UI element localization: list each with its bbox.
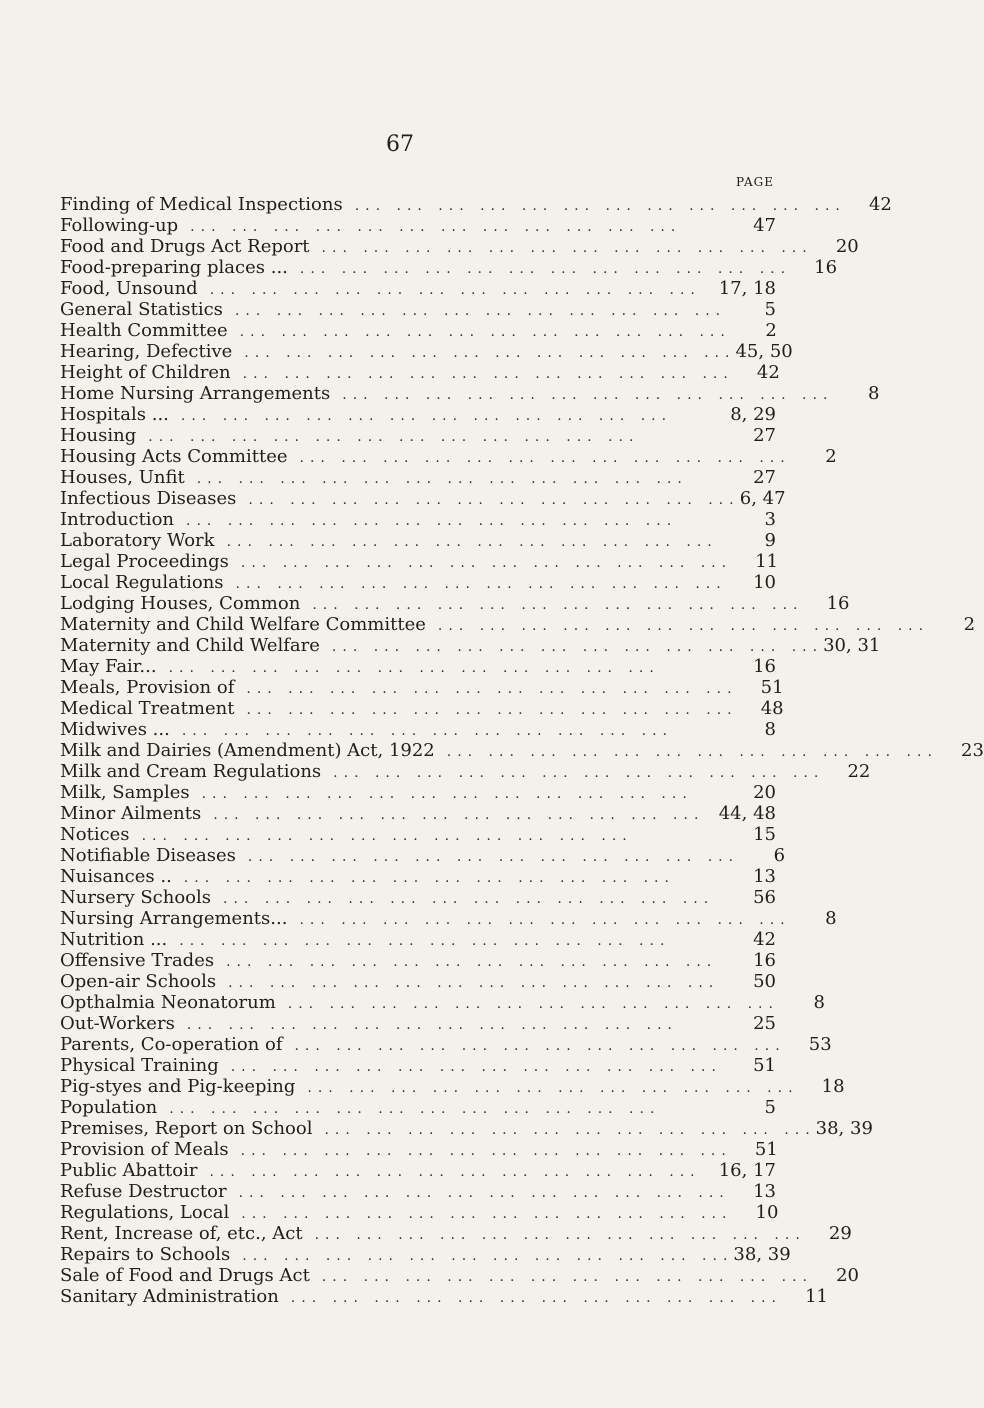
index-term: Open-air Schools — [60, 971, 217, 992]
index-entry — [60, 929, 776, 950]
index-entry — [60, 488, 786, 509]
dot-leaders: ... ... ... ... ... ... ... ... ... ... ... ... — [230, 1059, 722, 1075]
index-entry — [60, 1118, 873, 1139]
index-page-ref: 10 — [753, 572, 776, 593]
index-entry — [60, 1265, 860, 1286]
index-page-ref: 22 — [847, 761, 871, 782]
index-term: Maternity and Child Welfare Committee — [60, 614, 426, 635]
index-page-ref: 8, 29 — [730, 404, 776, 425]
dot-leaders: ... ... ... ... ... ... ... ... ... ... ... ... — [226, 534, 718, 550]
dot-leaders: ... ... ... ... ... ... ... ... ... ... ... ... — [238, 1185, 730, 1201]
index-entry — [60, 803, 776, 824]
index-entry — [60, 383, 880, 404]
index-entry — [60, 1076, 845, 1097]
index-entry — [60, 299, 776, 320]
index-term: Refuse Destructor — [60, 1181, 227, 1202]
index-term: Food, Unsound — [60, 278, 198, 299]
index-page-ref: 20 — [835, 236, 859, 257]
index-entry — [60, 320, 776, 341]
index-entry — [60, 1286, 828, 1307]
dot-leaders: ... ... ... ... ... ... ... ... ... ... ... ... — [331, 639, 824, 655]
index-entry — [60, 593, 850, 614]
dot-leaders: ... ... ... ... ... ... ... ... ... ... ... ... — [324, 1122, 816, 1138]
index-page-ref: 13 — [753, 1181, 776, 1202]
index-page-ref: 20 — [836, 1265, 860, 1286]
index-page-ref: 9 — [764, 530, 776, 551]
index-page-ref: 18 — [821, 1076, 845, 1097]
index-term: Maternity and Child Welfare — [60, 635, 320, 656]
index-term: Minor Ailments — [60, 803, 202, 824]
index-term: Opthalmia Neonatorum — [60, 992, 276, 1013]
dot-leaders: ... ... ... ... ... ... ... ... ... ... ... ... — [299, 261, 792, 277]
index-page-ref: 17, 18 — [718, 278, 776, 299]
index-page-ref: 38, 39 — [815, 1118, 873, 1139]
index-term: Sanitary Administration — [60, 1286, 279, 1307]
index-entry — [60, 1139, 776, 1160]
index-entry — [60, 992, 825, 1013]
dot-leaders: ... ... ... ... ... ... ... ... ... ... ... ... — [228, 975, 720, 991]
index-page-ref: 20 — [753, 782, 776, 803]
index-entry — [60, 971, 776, 992]
dot-leaders: ... ... ... ... ... ... ... ... ... ... ... ... — [437, 618, 930, 634]
index-term: Following-up — [60, 215, 179, 236]
index-entry — [60, 425, 776, 446]
index-page-ref: 16 — [753, 656, 776, 677]
index-entry — [60, 656, 776, 677]
index-term: Public Abattoir — [60, 1160, 198, 1181]
index-entry — [60, 1181, 776, 1202]
index-term: May Fair... — [60, 656, 157, 677]
dot-leaders: ... ... ... ... ... ... ... ... ... ... ... ... — [201, 786, 693, 802]
index-term: Milk, Samples — [60, 782, 190, 803]
dot-leaders: ... ... ... ... ... ... ... ... ... ... ... ... — [307, 1080, 799, 1096]
index-page-ref: 16 — [814, 257, 838, 278]
index-entry — [60, 572, 776, 593]
index-page-ref: 47 — [753, 215, 776, 236]
index-term: Premises, Report on School — [60, 1118, 313, 1139]
index-term: Lodging Houses, Common — [60, 593, 301, 614]
index-term: Laboratory Work — [60, 530, 215, 551]
dot-leaders: ... ... ... ... ... ... ... ... ... ... ... ... — [246, 702, 738, 718]
dot-leaders: ... ... ... ... ... ... ... ... ... ... ... ... — [186, 513, 678, 529]
index-entry — [60, 908, 837, 929]
dot-leaders: ... ... ... ... ... ... ... ... ... ... ... ... — [294, 1038, 786, 1054]
dot-leaders: ... ... ... ... ... ... ... ... ... ... ... ... — [290, 1290, 782, 1306]
index-term: Food and Drugs Act Report — [60, 236, 310, 257]
index-page-ref: 53 — [808, 1034, 832, 1055]
index-term: Milk and Cream Regulations — [60, 761, 322, 782]
index-page-ref: 29 — [828, 1223, 852, 1244]
index-entry — [60, 530, 776, 551]
index-term: Midwives ... — [60, 719, 170, 740]
index-page-ref: 44, 48 — [718, 803, 776, 824]
dot-leaders: ... ... ... ... ... ... ... ... ... ... ... ... — [287, 996, 779, 1012]
dot-leaders: ... ... ... ... ... ... ... ... ... ... ... ... — [314, 1227, 806, 1243]
index-term: Physical Training — [60, 1055, 219, 1076]
index-term: Home Nursing Arrangements — [60, 383, 331, 404]
dot-leaders: ... ... ... ... ... ... ... ... ... ... ... ... — [186, 1017, 678, 1033]
index-entry — [60, 782, 776, 803]
index-term: Hospitals ... — [60, 404, 169, 425]
index-entry — [60, 866, 776, 887]
index-term: Housing — [60, 425, 137, 446]
dot-leaders: ... ... ... ... ... ... ... ... ... ... ... ... — [242, 1248, 734, 1264]
index-page-ref: 10 — [755, 1202, 779, 1223]
index-entry — [60, 236, 859, 257]
index-term: Legal Proceedings — [60, 551, 229, 572]
index-entry — [60, 1244, 791, 1265]
index-entry — [60, 467, 776, 488]
index-term: Provision of Meals — [60, 1139, 229, 1160]
page-number: 67 — [386, 132, 414, 157]
dot-leaders: ... ... ... ... ... ... ... ... ... ... ... ... — [183, 870, 675, 886]
index-entry — [60, 278, 776, 299]
dot-leaders: ... ... ... ... ... ... ... ... ... ... ... ... — [148, 429, 640, 445]
index-page-ref: 27 — [753, 467, 776, 488]
index-term: Sale of Food and Drugs Act — [60, 1265, 310, 1286]
index-page-ref: 51 — [753, 1055, 776, 1076]
dot-leaders: ... ... ... ... ... ... ... ... ... ... ... ... — [213, 807, 705, 823]
index-entry — [60, 1097, 776, 1118]
index-page-ref: 42 — [868, 194, 892, 215]
index-entry — [60, 719, 776, 740]
index-entry — [60, 509, 776, 530]
index-page-ref: 16, 17 — [718, 1160, 776, 1181]
index-entry — [60, 635, 881, 656]
index-term: Pig-styes and Pig-keeping — [60, 1076, 296, 1097]
index-term: Introduction — [60, 509, 174, 530]
dot-leaders: ... ... ... ... ... ... ... ... ... ... ... ... — [248, 492, 740, 508]
index-page-ref: 16 — [753, 950, 776, 971]
index-page-ref: 8 — [764, 719, 776, 740]
index-term: Parents, Co-operation of — [60, 1034, 283, 1055]
dot-leaders: ... ... ... ... ... ... ... ... ... ... ... ... — [196, 471, 688, 487]
dot-leaders: ... ... ... ... ... ... ... ... ... ... ... ... — [240, 1143, 732, 1159]
dot-leaders: ... ... ... ... ... ... ... ... ... ... ... ... — [209, 282, 701, 298]
index-page-ref: 38, 39 — [733, 1244, 791, 1265]
dot-leaders: ... ... ... ... ... ... ... ... ... ... ... ... — [240, 555, 733, 571]
dot-leaders: ... ... ... ... ... ... ... ... ... ... ... ... — [234, 303, 727, 319]
index-term: Hearing, Defective — [60, 341, 233, 362]
dot-leaders: ... ... ... ... ... ... ... ... ... ... ... ... — [190, 219, 682, 235]
dot-leaders: ... ... ... ... ... ... ... ... ... ... ... ... — [333, 765, 825, 781]
dot-leaders: ... ... ... ... ... ... ... ... ... ... ... ... — [312, 597, 804, 613]
dot-leaders: ... ... ... ... ... ... ... ... ... ... ... ... — [244, 345, 736, 361]
index-page-ref: 48 — [760, 698, 784, 719]
index-term: Rent, Increase of, etc., Act — [60, 1223, 303, 1244]
index-term: Infectious Diseases — [60, 488, 237, 509]
index-entry — [60, 1013, 776, 1034]
index-page-ref: 5 — [764, 1097, 776, 1118]
index-term: Meals, Provision of — [60, 677, 235, 698]
page-column-header: PAGE — [736, 175, 774, 189]
index-page-ref: 42 — [753, 929, 776, 950]
dot-leaders: ... ... ... ... ... ... ... ... ... ... ... ... — [299, 912, 791, 928]
index-entry — [60, 257, 838, 278]
index-page-ref: 11 — [805, 1286, 828, 1307]
index-page-ref: 8 — [825, 908, 837, 929]
dot-leaders: ... ... ... ... ... ... ... ... ... ... ... ... — [181, 723, 673, 739]
index-term: Houses, Unfit — [60, 467, 185, 488]
index-entry — [60, 845, 786, 866]
index-page-ref: 13 — [753, 866, 776, 887]
dot-leaders: ... ... ... ... ... ... ... ... ... ... ... ... — [246, 681, 738, 697]
index-entry — [60, 404, 776, 425]
index-page-ref: 5 — [764, 299, 776, 320]
index-term: Finding of Medical Inspections — [60, 194, 343, 215]
index-page-ref: 50 — [753, 971, 776, 992]
index-page-ref: 2 — [765, 320, 777, 341]
index-term: Local Regulations — [60, 572, 224, 593]
dot-leaders: ... ... ... ... ... ... ... ... ... ... ... ... — [299, 450, 791, 466]
index-term: Nuisances .. — [60, 866, 172, 887]
index-page-ref: 51 — [754, 1139, 778, 1160]
dot-leaders: ... ... ... ... ... ... ... ... ... ... ... ... — [321, 1269, 814, 1285]
index-term: Food-preparing places ... — [60, 257, 288, 278]
index-page-ref: 42 — [756, 362, 780, 383]
index-page-ref: 16 — [826, 593, 850, 614]
index-page-ref: 3 — [764, 509, 776, 530]
index-page-ref: 56 — [753, 887, 776, 908]
index-page-ref: 23 — [961, 740, 984, 761]
index-entry — [60, 824, 776, 845]
index-page-ref: 45, 50 — [735, 341, 793, 362]
index-term: Housing Acts Committee — [60, 446, 288, 467]
index-term: Medical Treatment — [60, 698, 235, 719]
index-entry — [60, 1055, 776, 1076]
dot-leaders: ... ... ... ... ... ... ... ... ... ... ... ... — [241, 1206, 733, 1222]
index-list — [60, 194, 984, 1307]
dot-leaders: ... ... ... ... ... ... ... ... ... ... ... ... — [342, 387, 834, 403]
index-entry — [60, 194, 892, 215]
index-page-ref: 11 — [755, 551, 779, 572]
index-term: Notices — [60, 824, 130, 845]
index-entry — [60, 950, 776, 971]
index-entry — [60, 698, 784, 719]
index-term: Notifiable Diseases — [60, 845, 236, 866]
dot-leaders: ... ... ... ... ... ... ... ... ... ... ... ... — [242, 366, 734, 382]
index-page-ref: 8 — [867, 383, 880, 404]
index-term: Regulations, Local — [60, 1202, 230, 1223]
index-entry — [60, 761, 871, 782]
index-term: Health Committee — [60, 320, 228, 341]
index-entry — [60, 677, 784, 698]
index-term: Nursery Schools — [60, 887, 212, 908]
index-entry — [60, 740, 984, 761]
index-entry — [60, 362, 780, 383]
dot-leaders: ... ... ... ... ... ... ... ... ... ... ... ... — [168, 660, 660, 676]
index-entry — [60, 1223, 852, 1244]
index-entry — [60, 1202, 779, 1223]
index-term: Population — [60, 1097, 158, 1118]
index-page-ref: 27 — [753, 425, 776, 446]
index-entry — [60, 341, 793, 362]
index-term: Repairs to Schools — [60, 1244, 231, 1265]
index-term: Offensive Trades — [60, 950, 215, 971]
dot-leaders: ... ... ... ... ... ... ... ... ... ... ... ... — [235, 576, 727, 592]
index-page-ref: 6 — [773, 845, 786, 866]
dot-leaders: ... ... ... ... ... ... ... ... ... ... ... ... — [223, 891, 715, 907]
index-page-ref: 8 — [813, 992, 825, 1013]
index-term: Out-Workers — [60, 1013, 175, 1034]
dot-leaders: ... ... ... ... ... ... ... ... ... ... ... ... — [169, 1101, 661, 1117]
index-page-ref: 51 — [760, 677, 784, 698]
index-term: Height of Children — [60, 362, 231, 383]
index-page-ref: 2 — [825, 446, 837, 467]
index-term: Nutrition ... — [60, 929, 168, 950]
dot-leaders: ... ... ... ... ... ... ... ... ... ... ... ... — [239, 324, 731, 340]
dot-leaders: ... ... ... ... ... ... ... ... ... ... ... ... — [180, 408, 673, 424]
index-term: Milk and Dairies (Amendment) Act, 1922 — [60, 740, 435, 761]
dot-leaders: ... ... ... ... ... ... ... ... ... ... ... ... — [179, 933, 671, 949]
index-entry — [60, 551, 779, 572]
index-page-ref: 15 — [753, 824, 776, 845]
index-entry — [60, 446, 837, 467]
index-entry — [60, 1034, 832, 1055]
index-entry — [60, 887, 776, 908]
index-page-ref: 30, 31 — [823, 635, 881, 656]
index-page-ref: 6, 47 — [739, 488, 786, 509]
index-entry — [60, 614, 976, 635]
index-page-ref: 2 — [963, 614, 976, 635]
dot-leaders: ... ... ... ... ... ... ... ... ... ... ... ... — [141, 828, 633, 844]
index-page-ref: 25 — [753, 1013, 776, 1034]
dot-leaders: ... ... ... ... ... ... ... ... ... ... ... ... — [209, 1164, 701, 1180]
index-entry — [60, 215, 776, 236]
index-term: General Statistics — [60, 299, 223, 320]
dot-leaders: ... ... ... ... ... ... ... ... ... ... ... ... — [446, 744, 938, 760]
dot-leaders: ... ... ... ... ... ... ... ... ... ... ... ... — [226, 954, 718, 970]
dot-leaders: ... ... ... ... ... ... ... ... ... ... ... ... — [247, 849, 740, 865]
dot-leaders: ... ... ... ... ... ... ... ... ... ... ... ... — [321, 240, 813, 256]
index-term: Nursing Arrangements... — [60, 908, 288, 929]
index-entry — [60, 1160, 776, 1181]
dot-leaders: ... ... ... ... ... ... ... ... ... ... ... ... — [354, 198, 846, 214]
